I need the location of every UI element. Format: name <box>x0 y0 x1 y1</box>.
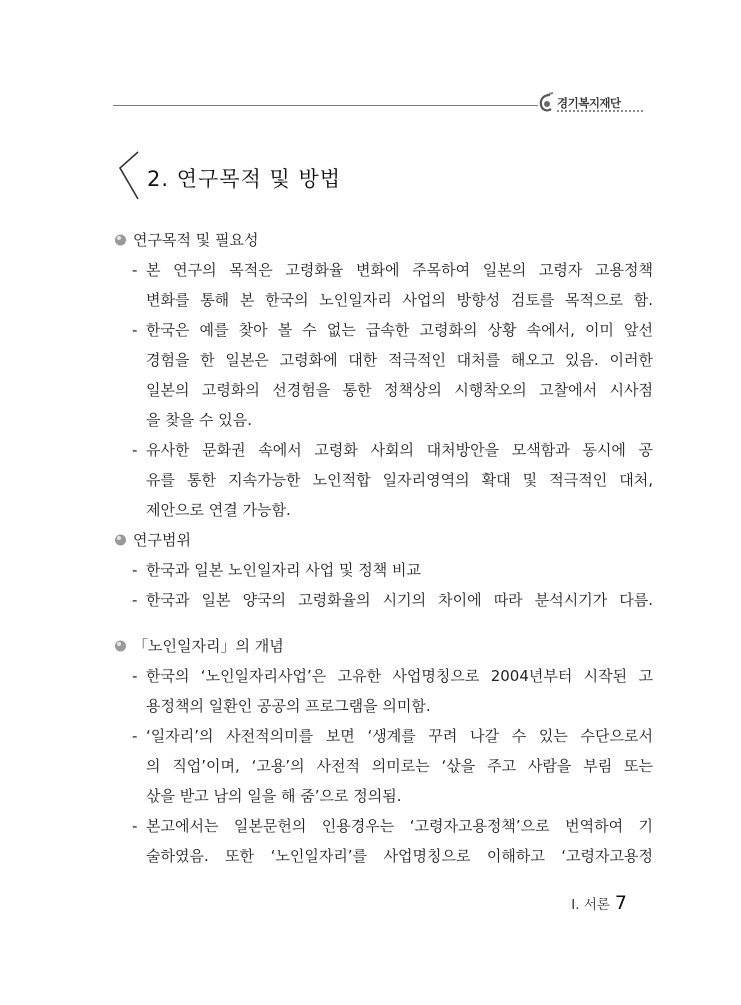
text-line: 술하였음. 또한 ‘노인일자리’를 사업명칭으로 이해하고 ‘고령자고용정 <box>146 847 653 865</box>
list-item <box>113 255 653 315</box>
text-line: 본 연구의 목적은 고령화율 변화에 주목하여 일본의 고령자 고용정책 <box>146 261 653 279</box>
list-item <box>113 585 653 615</box>
text-line: 삯을 받고 남의 일을 해 줌’으로 정의됨. <box>146 787 402 805</box>
sphere-bullet-icon <box>113 232 128 247</box>
subsection-scope <box>113 529 653 615</box>
dash-bullet: - <box>132 321 138 339</box>
list-item <box>113 721 653 811</box>
logo-swirl-icon <box>538 92 556 116</box>
page-number: 7 <box>614 892 627 914</box>
dash-bullet: - <box>132 561 138 579</box>
sphere-bullet-icon <box>113 638 128 653</box>
logo-text: 경기복지재단 <box>557 96 621 110</box>
subsection-header <box>113 229 653 255</box>
subsection-title: 연구범위 <box>133 531 191 549</box>
text-line: 한국과 일본 양국의 고령화율의 시기의 차이에 따라 분석시기가 다름. <box>146 591 653 609</box>
subsection-title: 「노인일자리」의 개념 <box>133 637 284 655</box>
sphere-bullet-icon <box>113 532 128 547</box>
text-line: 경험을 한 일본은 고령화에 대한 적극적인 대처를 해오고 있음. 이러한 <box>146 351 653 369</box>
text-line: 용정책의 일환인 공공의 프로그램을 의미함. <box>146 697 431 715</box>
section-title: 2. 연구목적 및 방법 <box>147 167 342 191</box>
text-line: 한국은 예를 찾아 볼 수 없는 급속한 고령화의 상황 속에서, 이미 앞선 <box>146 321 653 339</box>
list-item <box>113 811 653 871</box>
text-line: 한국의 ‘노인일자리사업’은 고유한 사업명칭으로 2004년부터 시작된 고 <box>146 667 653 685</box>
header-rule <box>113 105 538 106</box>
dash-bullet: - <box>132 727 138 745</box>
text-line: 유사한 문화권 속에서 고령화 사회의 대처방안을 모색함과 동시에 공 <box>146 441 653 459</box>
subsection-title: 연구목적 및 필요성 <box>133 231 259 249</box>
subsection-header <box>113 635 653 661</box>
text-line: 한국과 일본 노인일자리 사업 및 정책 비교 <box>146 561 421 579</box>
text-line: 제안으로 연결 가능함. <box>146 501 291 519</box>
text-line: 변화를 통해 본 한국의 노인일자리 사업의 방향성 검토를 목적으로 함. <box>146 291 653 309</box>
list-item <box>113 555 653 585</box>
title-bracket-icon <box>118 150 142 202</box>
subsection-purpose <box>113 229 653 525</box>
text-line: 일본의 고령화의 선경험을 통한 정책상의 시행착오의 고찰에서 시사점 <box>146 381 653 399</box>
page-footer <box>571 892 627 914</box>
text-line: 을 찾을 수 있음. <box>146 411 253 429</box>
subsection-concept <box>113 635 653 871</box>
list-item <box>113 315 653 435</box>
chapter-label: Ⅰ. 서론 <box>571 897 610 913</box>
logo-subtext <box>557 110 645 112</box>
text-line: 의 직업’이며, ‘고용’의 사전적 의미로는 ‘삯을 주고 사람을 부림 또는 <box>146 757 653 775</box>
list-item <box>113 435 653 525</box>
dash-bullet: - <box>132 441 138 459</box>
text-line: ‘일자리’의 사전적의미를 보면 ‘생계를 꾸려 나갈 수 있는 수단으로서 <box>146 727 653 745</box>
dash-bullet: - <box>132 817 138 835</box>
list-item <box>113 661 653 721</box>
subsection-header <box>113 529 653 555</box>
dash-bullet: - <box>132 667 138 685</box>
dash-bullet: - <box>132 261 138 279</box>
text-line: 유를 통한 지속가능한 노인적합 일자리영역의 확대 및 적극적인 대처, <box>146 471 653 489</box>
text-line: 본고에서는 일본문헌의 인용경우는 ‘고령자고용정책’으로 번역하여 기 <box>146 817 653 835</box>
foundation-logo <box>538 92 648 122</box>
dash-bullet: - <box>132 591 138 609</box>
